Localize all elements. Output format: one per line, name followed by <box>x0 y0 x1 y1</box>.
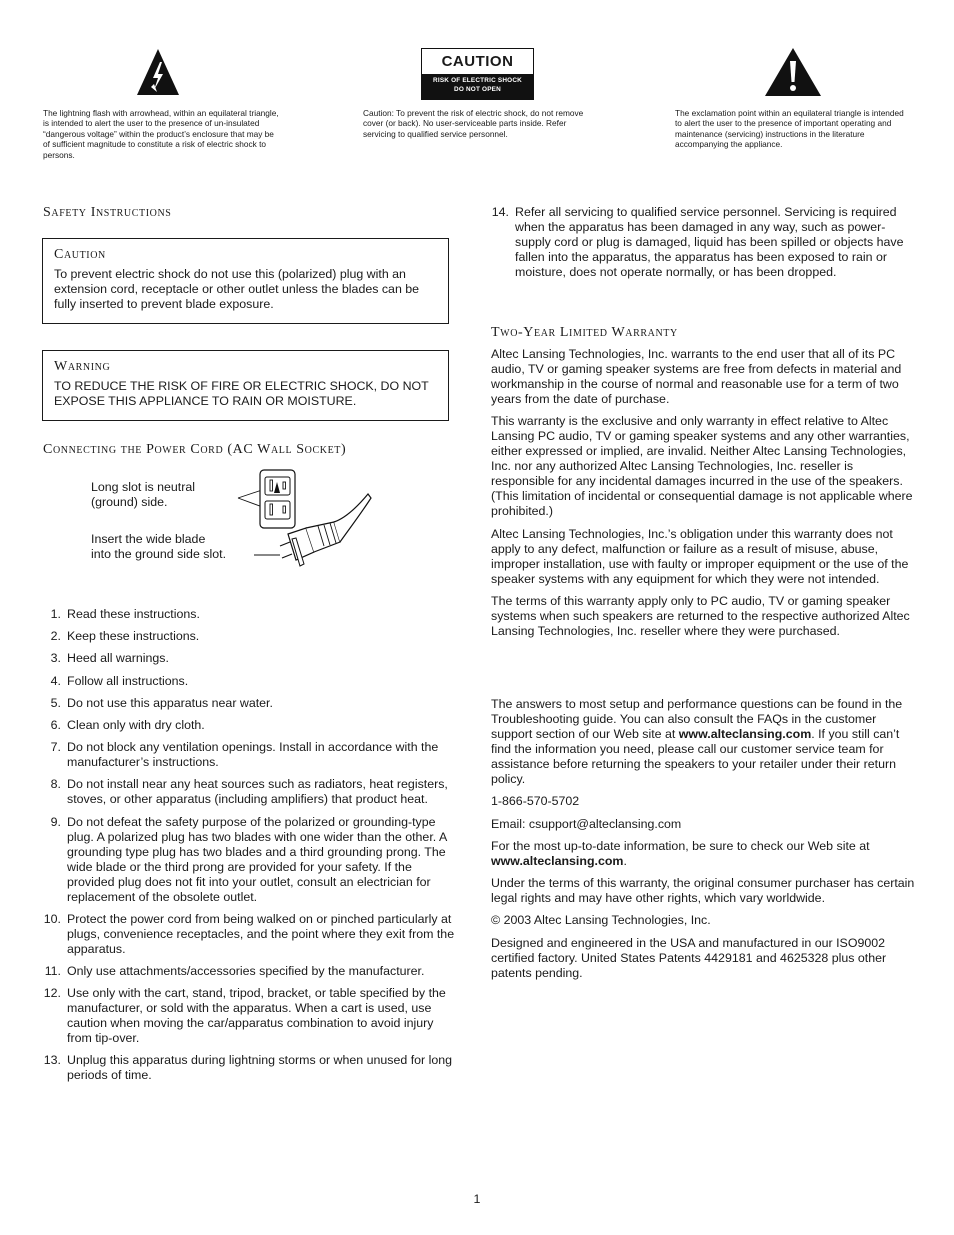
copyright: © 2003 Altec Lansing Technologies, Inc. <box>491 913 711 928</box>
instructions-list <box>43 607 461 1090</box>
list-item <box>43 1053 461 1083</box>
list-item <box>491 205 914 280</box>
warning-box-title: Warning <box>54 359 111 374</box>
website-text: For the most up-to-date information, be sure to check our Web site at <box>491 838 870 853</box>
phone-number: 1-866-570-5702 <box>491 794 580 809</box>
list-item-text: Use only with the cart, stand, tripod, bracket, or table specified by the manufacturer, or sold with the apparatus. When a cart is used, use caution when moving the car/apparatus combination to avoid injury from tip-over. <box>67 986 446 1046</box>
list-item <box>43 815 461 905</box>
warranty-paragraph: The terms of this warranty apply only to PC audio, TV or gaming speaker systems when such speakers are returned to the respective authorized Altec Lansing Technologies, Inc. reseller where they were purchased. <box>491 593 910 638</box>
list-item-text: Read these instructions. <box>67 607 200 621</box>
lightning-warning-icon <box>135 47 181 97</box>
list-item-text: Clean only with dry cloth. <box>67 717 205 732</box>
list-item <box>43 777 461 807</box>
support-email: Email: csupport@alteclansing.com <box>491 816 682 831</box>
website-link[interactable]: www.alteclansing.com <box>678 727 812 741</box>
list-item-text: Protect the power cord from being walked on or pinched particularly at plugs, convenience receptacles, and the point where they exit from the apparatus. <box>67 911 455 956</box>
list-item-text: Keep these instructions. <box>67 629 200 644</box>
list-item-number: 12. <box>43 986 61 1001</box>
caution-label <box>421 48 534 100</box>
page-number: 1 <box>473 1192 481 1206</box>
caution-label-subtext <box>422 74 533 99</box>
list-item-number: 7. <box>50 740 61 755</box>
caution-label-line2: DO NOT OPEN <box>454 85 501 93</box>
neutral-slot-label <box>91 480 195 510</box>
list-item-text: Unplug this apparatus during lightning storms or when unused for long periods of time. <box>67 1053 453 1083</box>
list-item <box>43 651 461 666</box>
website-paragraph <box>491 839 916 869</box>
list-item-number: 2. <box>50 629 61 644</box>
safety-instructions-heading: Safety Instructions <box>43 205 172 220</box>
list-item <box>43 986 461 1046</box>
support-text: The answers to most setup and performance questions can be found in the Troubleshooting guide. You can also consult the FAQs in the customer support section of our Web site at <box>491 697 903 741</box>
power-cord-heading: Connecting the Power Cord (AC Wall Socket) <box>43 442 347 457</box>
list-item-text: Do not install near any heat sources such as radiators, heat registers, stoves, or other apparatus (including amplifiers) that product heat. <box>67 777 448 807</box>
lightning-caption: The lightning flash with arrowhead, within an equilateral triangle, is intended to alert the user to the presence of un-insulated “dangerous voltage” within the product’s enclosure that may be of sufficient magnitude to constitute a risk of electric shock to persons. <box>43 108 279 160</box>
support-text: . If you still can’t find the information you need, please call our customer service team for assistance before returning the speakers to your retailer under their return policy. <box>491 727 900 786</box>
support-body <box>491 697 916 988</box>
caution-box-title: Caution <box>54 247 106 262</box>
list-item <box>43 607 461 622</box>
list-item-number: 1. <box>50 607 61 621</box>
website-link[interactable]: www.alteclansing.com <box>491 853 624 868</box>
warranty-body <box>491 347 916 646</box>
list-item-number: 4. <box>50 673 61 688</box>
list-item <box>43 964 461 979</box>
list-item-text: Do not block any ventilation openings. Install in accordance with the manufacturer’s instructions. <box>67 740 439 770</box>
neutral-slot-label-line2: (ground) side. <box>91 495 168 509</box>
warranty-paragraph: This warranty is the exclusive and only warranty in effect relative to Altec Lansing PC audio, TV or gaming speaker systems and any other warranties, either expressed or implied, are invalid. Neither Altec Lansing Technologies, Inc. nor any authorized Altec Lansing Technologies, Inc. reseller is responsible for any incidental damages incurred in the use of the speakers. (This limitation of incidental or consequential damage is not applicable where prohibited.) <box>491 414 913 519</box>
caution-caption: Caution: To prevent the risk of electric shock, do not remove cover (or back). No user-serviceable parts inside. Refer servicing to qualified service personnel. <box>363 108 584 139</box>
manufacturing-paragraph: Designed and engineered in the USA and manufactured in our ISO9002 certified factory. United States Patents 4429181 and 4625328 plus other patents pending. <box>491 935 887 980</box>
wide-blade-label-line1: Insert the wide blade <box>91 532 206 546</box>
list-item-number: 3. <box>50 651 61 666</box>
warning-box <box>42 350 449 421</box>
list-item-number: 10. <box>43 911 61 926</box>
neutral-slot-label-line1: Long slot is neutral <box>91 480 196 494</box>
list-item <box>43 696 461 711</box>
list-item-number: 5. <box>50 695 61 710</box>
list-item <box>43 912 461 957</box>
warranty-paragraph: Altec Lansing Technologies, Inc.’s obligation under this warranty does not apply to any defect, malfunction or failure as a result of misuse, abuse, improper installation, use with faulty or improper equipment or the use of the speaker systems with any equipment for which they were not intended. <box>491 526 909 586</box>
list-item <box>43 718 461 733</box>
list-item-number: 11. <box>44 963 61 978</box>
exclamation-warning-icon <box>763 46 823 98</box>
list-item-number: 6. <box>50 717 61 732</box>
exclamation-caption: The exclamation point within an equilateral triangle is intended to alert the user to the presence of important operating and maintenance (servicing) instructions in the literature accompanying the appliance. <box>675 108 904 150</box>
instruction-14-list <box>491 205 914 287</box>
caution-box <box>42 238 449 324</box>
warranty-heading: Two-Year Limited Warranty <box>491 325 678 340</box>
wide-blade-label-line2: into the ground side slot. <box>91 547 227 561</box>
list-item <box>43 740 461 770</box>
list-item-number: 13. <box>43 1053 61 1068</box>
list-item-text: Do not use this apparatus near water. <box>67 695 273 710</box>
caution-box-text: To prevent electric shock do not use this (polarized) plug with an extension cord, receptacle or other outlet unless the blades can be fully inserted to prevent blade exposure. <box>54 267 420 311</box>
legal-rights-paragraph: Under the terms of this warranty, the original consumer purchaser has certain legal rights and may have other rights, which vary worldwide. <box>491 876 915 906</box>
list-item <box>43 674 461 689</box>
power-outlet-plug-diagram <box>234 466 374 576</box>
wide-blade-label <box>91 532 226 562</box>
website-text: . <box>623 853 627 868</box>
list-item-number: 8. <box>50 777 61 792</box>
caution-label-title: CAUTION <box>441 53 514 70</box>
list-item-number: 14. <box>491 205 509 219</box>
warranty-paragraph: Altec Lansing Technologies, Inc. warrants to the end user that all of its PC audio, TV or gaming speaker systems are free from defects in material and workmanship in the course of normal and reasonable use for a term of two years from the date of purchase. <box>491 347 902 406</box>
list-item-text: Only use attachments/accessories specified by the manufacturer. <box>67 963 425 978</box>
list-item <box>43 629 461 644</box>
list-item-text: Refer all servicing to qualified service personnel. Servicing is required when the apparatus has been damaged in any way, such as power-supply cord or plug is damaged, liquid has been spilled or objects have fallen into the apparatus, the apparatus has been exposed to rain or moisture, does not operate normally, or has been dropped. <box>515 205 904 279</box>
caution-label-line1: RISK OF ELECTRIC SHOCK <box>433 77 522 84</box>
list-item-number: 9. <box>50 814 61 829</box>
warning-box-text: TO REDUCE THE RISK OF FIRE OR ELECTRIC SHOCK, DO NOT EXPOSE THIS APPLIANCE TO RAIN OR MOISTURE. <box>54 379 429 408</box>
list-item-text: Do not defeat the safety purpose of the polarized or grounding-type plug. A polarized plug has two blades with one wider than the other. A grounding type plug has two blades and a third grounding prong. The wide blade or the third prong are provided for your safety. If the provided plug does not fit into your outlet, consult an electrician for replacement of the obsolete outlet. <box>67 814 447 904</box>
list-item-text: Heed all warnings. <box>67 651 169 666</box>
list-item-text: Follow all instructions. <box>67 673 189 688</box>
support-paragraph <box>491 697 916 787</box>
